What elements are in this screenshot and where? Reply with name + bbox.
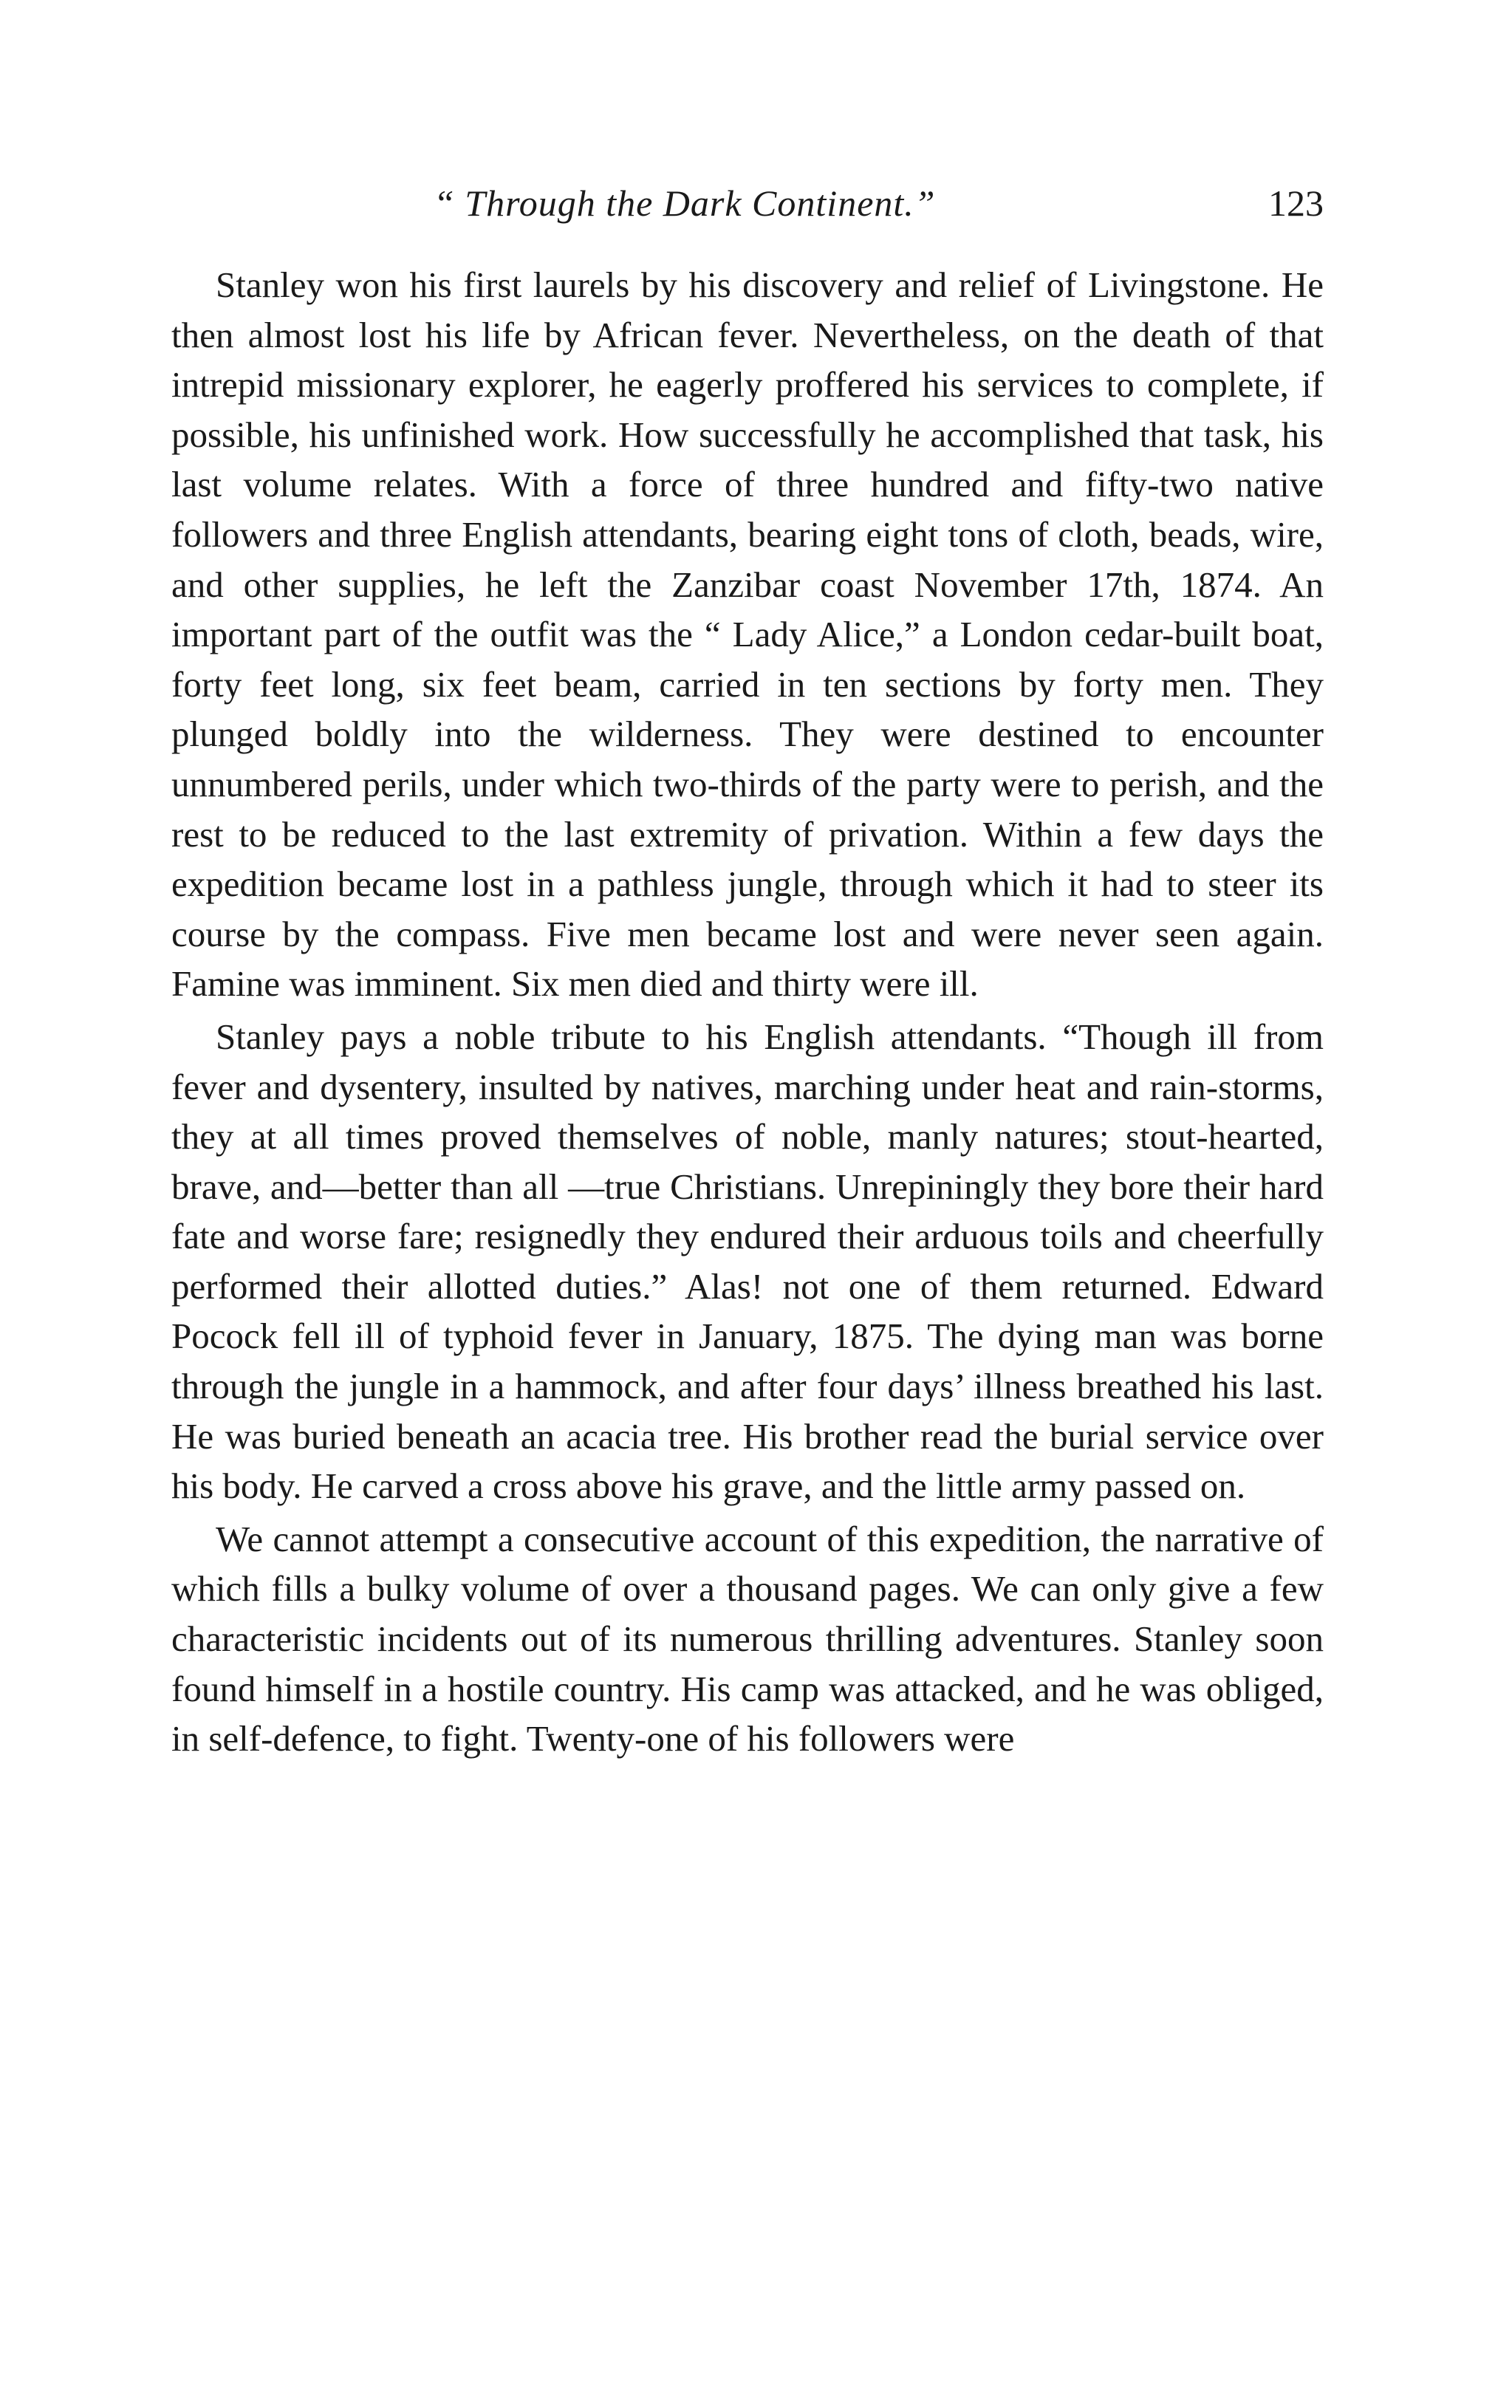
running-head xyxy=(171,181,1324,233)
paragraph: Stanley won his first laurels by his discovery and relief of Livingstone. He then almost lost his life by African fever. Nevertheless, on the death of that intrepid missionary explorer, he eagerly proffered his services to complete, if possible, his unfinished work. How successfully he accomplished that task, his last volume relates. With a force of three hundred and fifty-two native followers and three English attendants, bearing eight tons of cloth, beads, wire, and other supplies, he left the Zanzibar coast November 17th, 1874. An important part of the outfit was the “ Lady Alice,” a London cedar-built boat, forty feet long, six feet beam, carried in ten sections by forty men. They plunged boldly into the wilderness. They were destined to encounter unnumbered perils, under which two-thirds of the party were to perish, and the rest to be reduced to the last extremity of privation. Within a few days the expedition became lost in a pathless jungle, through which it had to steer its course by the compass. Five men became lost and were never seen again. Famine was imminent. Six men died and thirty were ill. xyxy=(171,264,1324,1005)
paragraph: We cannot attempt a consecutive account of this expedition, the narrative of which fills a bulky volume of over a thousand pages. We can only give a few characteristic incidents out of its numerous thrilling adventures. Stanley soon found himself in a hostile country. His camp was attacked, and he was obliged, in self-defence, to fight. Twenty-one of his followers were xyxy=(171,1518,1324,1759)
body-text xyxy=(171,260,1324,1764)
page-number: 123 xyxy=(1268,182,1324,224)
running-title: “ Through the Dark Continent.” xyxy=(434,182,936,224)
paragraph: Stanley pays a noble tribute to his English attendants. “Though ill from fever and dysentery, insulted by natives, marching under heat and rain-storms, they at all times proved themselves of noble, manly natures; stout-hearted, brave, and—better than all —true Christians. Unrepiningly they bore their hard fate and worse fare; resignedly they endured their arduous toils and cheerfully performed their allotted duties.” Alas! not one of them returned. Edward Pocock fell ill of typhoid fever in January, 1875. The dying man was borne through the jungle in a hammock, and after four days’ illness breathed his last. He was buried beneath an acacia tree. His brother read the burial service over his body. He carved a cross above his grave, and the little army passed on. xyxy=(171,1016,1324,1507)
